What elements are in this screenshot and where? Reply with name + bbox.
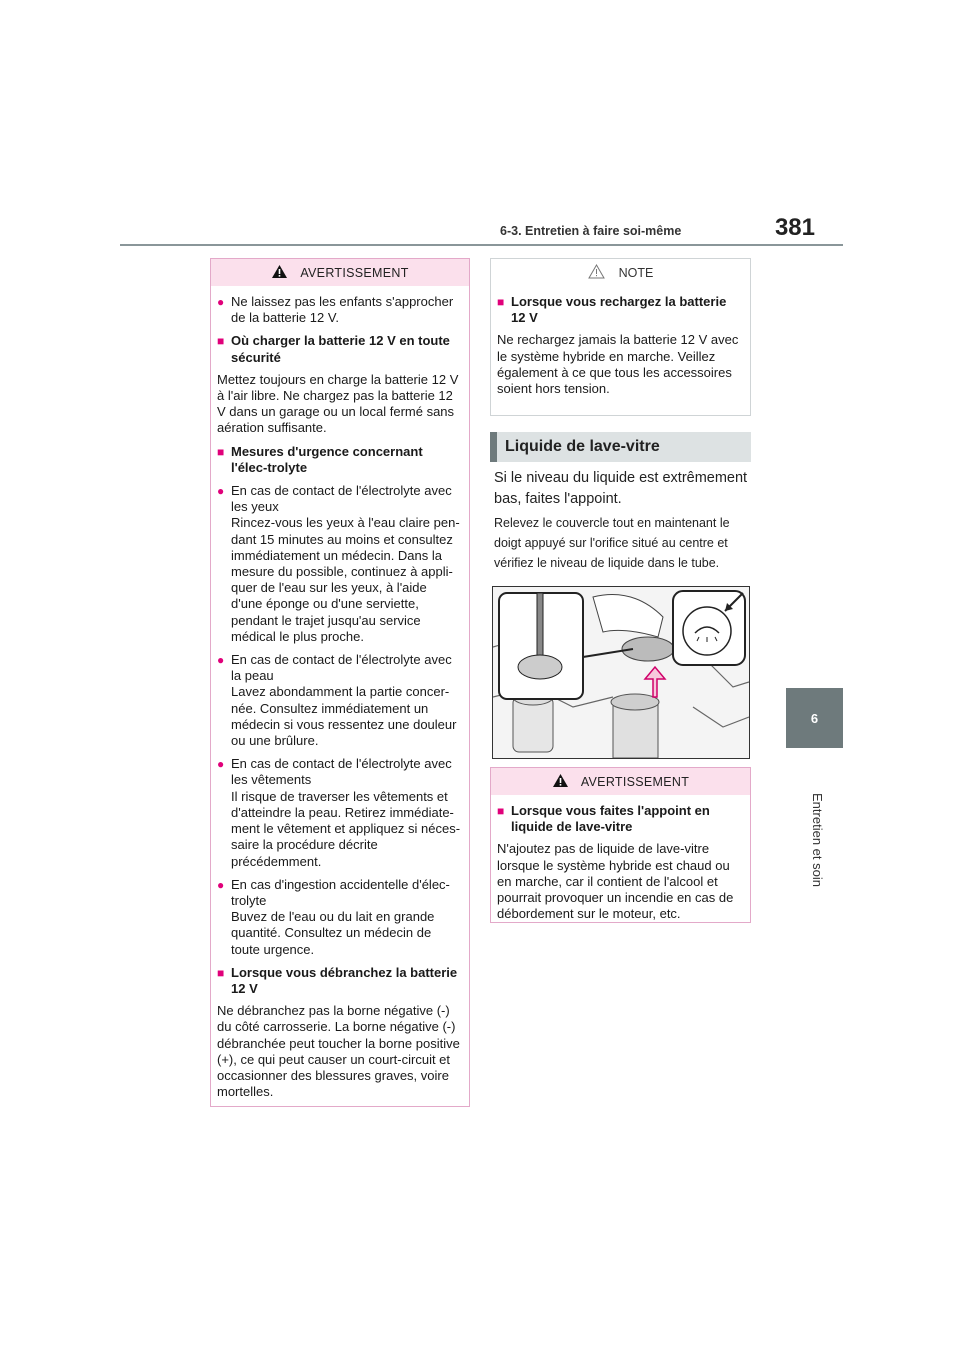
instruction-text: Relevez le couvercle tout en maintenant le doigt appuyé sur l'orifice situé au centre et vérifiez le niveau de liquide dans le tube. [494,516,730,570]
warning-subhead: ■ Mesures d'urgence concernant l'élec-trolyte [217,443,423,475]
warning-body [491,795,750,930]
note-box [490,258,751,416]
warning-bullet-item: ● En cas d'ingestion accidentelle d'élec-trolyte Buvez de l'eau ou du lait en grande quantité. Consultez un médecin de toute urgence. [217,876,450,957]
warning-paragraph: Ne débranchez pas la borne négative (-) du côté carrosserie. La borne négative (-) débranchée peut toucher la borne positive (+), ce qui peut causer un court-circuit et occasionner des blessures graves, voire mortelles. [217,1003,460,1100]
warning-title: AVERTISSEMENT [580,774,690,789]
warning-bullet-item: ● En cas de contact de l'électrolyte avec les vêtements Il risque de traverser les vêtements et d'atteindre la peau. Retirez immédiate-ment le vêtement et appliquez si néces-saire la procédure décrite précédemment. [217,756,461,869]
square-bullet-icon: ■ [497,295,505,309]
square-bullet-icon: ■ [217,965,225,980]
section-heading: Liquide de lave-vitre [490,432,751,462]
warning-bullet-item: ● En cas de contact de l'électrolyte avec la peau Lavez abondamment la partie concer-née. Consultez immédiatement un médecin si vous ressentez une douleur ou une brûlure. [217,652,457,749]
warning-header [491,768,750,795]
chapter-tab: 6 [786,688,843,748]
warning-subhead: ■ Lorsque vous débranchez la batterie 12 V [217,964,458,996]
warning-subhead: ■ Où charger la batterie 12 V en toute sécurité [217,333,450,365]
header-divider [120,244,843,246]
warning-header [211,259,469,286]
warning-bullet-item: ● En cas de contact de l'électrolyte avec les yeux Rincez-vous les yeux à l'eau claire pen-dant 15 minutes au moins et consultez immédiatement un médecin. Dans la mesure du possible, continuez à appli-quer de l'eau sur les yeux, à l'aide d'une éponge ou d'une serviette, pendant le trajet jusqu'au service médical le plus proche. [217,483,460,644]
round-bullet-icon: ● [217,295,225,309]
warning-subhead: ■ Lorsque vous faites l'appoint en liquide de lave-vitre [497,803,710,835]
washer-reservoir-illustration [492,586,750,759]
round-bullet-icon: ● [217,653,225,668]
note-triangle-icon [588,264,605,282]
note-subhead: ■ Lorsque vous rechargez la batterie 12 V [497,294,727,326]
warning-triangle-icon [271,264,288,282]
note-title: NOTE [618,265,654,280]
round-bullet-icon: ● [217,484,225,499]
round-bullet-icon: ● [217,757,225,772]
round-bullet-icon: ● [217,877,225,892]
warning-bullet-item: ● Ne laissez pas les enfants s'approcher de la batterie 12 V. [217,294,454,326]
square-bullet-icon: ■ [217,334,225,349]
warning-text: N'ajoutez pas de liquide de lave-vitre lorsque le système hybride est chaud ou en marche, car il contient de l'alcool et pourrait provoquer un incendie en cas de débordement sur le moteur, etc. [497,841,734,922]
note-body [491,286,750,405]
section-title: 6-3. Entretien à faire soi-même [500,224,682,238]
warning-paragraph: Mettez toujours en charge la batterie 12 V à l'air libre. Ne chargez pas la batterie 12 V dans un garage ou un local fermé sans aération suffisante. [217,371,459,436]
warning-body [211,286,469,1108]
warning-box-battery [210,258,470,1107]
intro-text: Si le niveau du liquide est extrêmement bas, faites l'appoint. [494,470,748,507]
note-header [491,259,750,286]
warning-title: AVERTISSEMENT [300,265,409,280]
note-text: Ne rechargez jamais la batterie 12 V avec le système hybride en marche. Veillez également à ce que tous les accessoires soient hors tension. [497,332,739,397]
chapter-label: Entretien et soin [810,793,825,887]
square-bullet-icon: ■ [217,444,225,459]
square-bullet-icon: ■ [497,804,505,818]
warning-box-washer [490,767,751,923]
warning-triangle-icon [552,773,569,791]
page-number: 381 [774,214,815,241]
